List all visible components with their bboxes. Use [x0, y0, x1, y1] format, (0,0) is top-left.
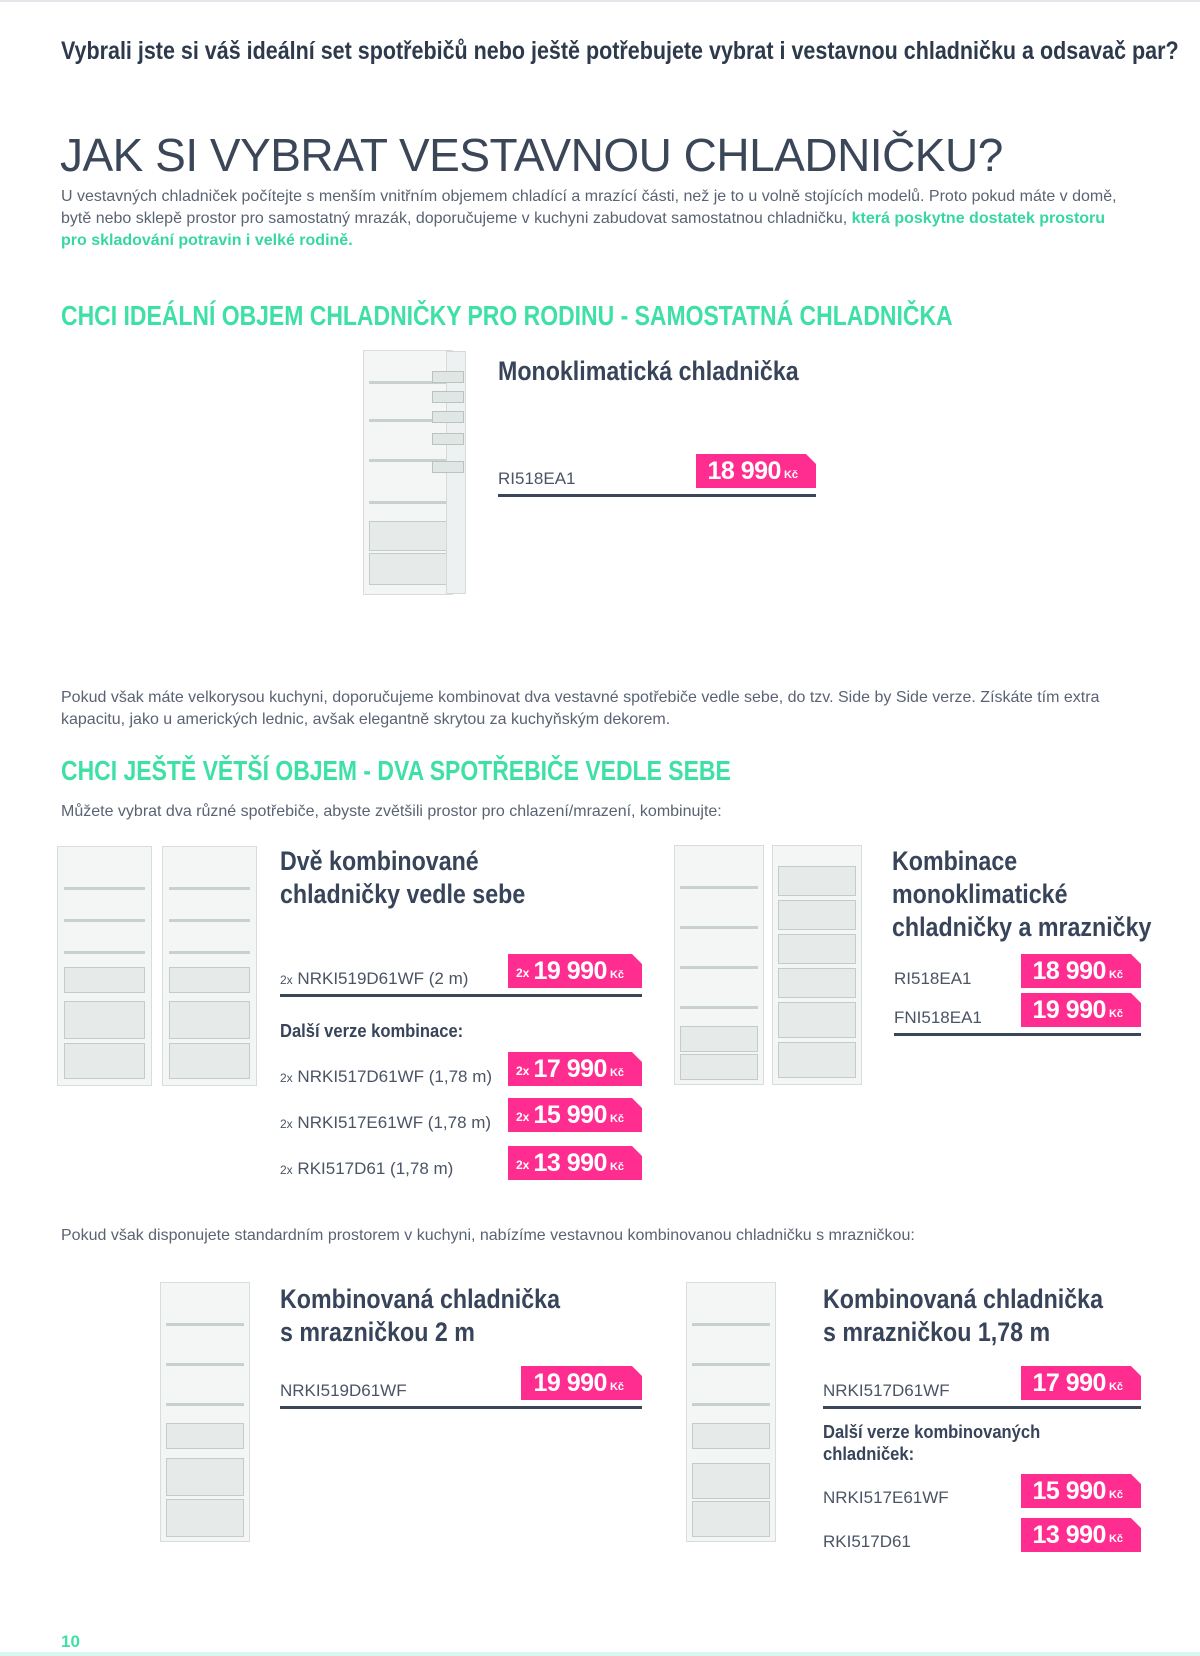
- price-tag: 17 990 Kč: [1021, 1366, 1141, 1400]
- product-title-combi-2m: Kombinovaná chladnička s mrazničkou 2 m: [280, 1284, 561, 1347]
- combi-main-model: 2x NRKI519D61WF (2 m): [280, 969, 469, 988]
- section-subtitle: Můžete vybrat dva různé spotřebiče, abyste zvětšili prostor pro chlazení/mrazení, kombinujte:: [61, 803, 722, 820]
- price-tag: 18 990 Kč: [1021, 954, 1141, 988]
- product-model: RI518EA1: [498, 469, 576, 488]
- product-title-combi-178: Kombinovaná chladnička s mrazničkou 1,78 m: [823, 1284, 1104, 1347]
- item-model: RI518EA1: [894, 969, 972, 988]
- version-model: RKI517D61: [823, 1532, 911, 1551]
- price-tag: 2x 19 990 Kč: [508, 954, 642, 988]
- product-title-mono-freezer: Kombinace monoklimatické chladničky a mrazničky: [892, 846, 1152, 942]
- freezer-image: [772, 845, 862, 1085]
- product-title-mono: Monoklimatická chladnička: [498, 356, 799, 386]
- intro-heading: Vybrali jste si váš ideální set spotřebičů nebo ještě potřebujete vybrat i vestavnou chladničku a odsavač par?: [61, 37, 1179, 65]
- fridge-image-combi-right: [162, 846, 257, 1086]
- more-versions-label: Další verze kombinace:: [280, 1021, 464, 1041]
- fridge-image-nrki519: [160, 1282, 250, 1542]
- divider: [498, 494, 816, 497]
- version-model: 2x NRKI517D61WF (1,78 m): [280, 1067, 493, 1086]
- fridge-image-ri518ea1: [363, 350, 453, 595]
- top-divider: [0, 0, 1200, 2]
- bottom-divider: [0, 1652, 1200, 1656]
- divider: [823, 1406, 1141, 1409]
- section-title-side-by-side: CHCI JEŠTĚ VĚTŠÍ OBJEM - DVA SPOTŘEBIČE VEDLE SEBE: [61, 755, 731, 786]
- version-model: 2x NRKI517E61WF (1,78 m): [280, 1113, 492, 1132]
- divider: [894, 1033, 1141, 1036]
- fridge-image-nrki517: [686, 1282, 776, 1542]
- section-title-standalone: CHCI IDEÁLNÍ OBJEM CHLADNIČKY PRO RODINU - SAMOSTATNÁ CHLADNIČKA: [61, 300, 953, 331]
- more-versions-label: Další verze kombinovaných chladniček:: [823, 1422, 1041, 1464]
- intro-paragraph: U vestavných chladniček počítejte s menším vnitřním objemem chladící a mrazící části, než je to u volně stojících modelů. Proto pokud máte v domě, bytě nebo sklepě prostor pro samostatný mrazák, doporučujeme v kuchyni zabudovat samostatnou chladničku, která poskytne dostatek prostoru pro skladování potravin i velké rodině.: [61, 188, 1117, 249]
- divider: [280, 994, 642, 997]
- item-model: FNI518EA1: [894, 1008, 982, 1027]
- price-tag: 2x 15 990 Kč: [508, 1098, 642, 1132]
- product-title-two-combi: Dvě kombinované chladničky vedle sebe: [280, 846, 526, 909]
- page-number: 10: [61, 1632, 80, 1651]
- fridge-image-combi-left: [57, 846, 152, 1086]
- price-tag: 13 990 Kč: [1021, 1518, 1141, 1552]
- price-tag: 2x 17 990 Kč: [508, 1052, 642, 1086]
- price-tag: 19 990 Kč: [1021, 993, 1141, 1027]
- fridge-image-mono: [674, 845, 764, 1085]
- page-title: JAK SI VYBRAT VESTAVNOU CHLADNIČKU?: [60, 129, 1003, 181]
- product-model: NRKI517D61WF: [823, 1381, 950, 1400]
- version-model: NRKI517E61WF: [823, 1488, 949, 1507]
- standard-paragraph: Pokud však disponujete standardním prostorem v kuchyni, nabízíme vestavnou kombinovanou chladničku s mrazničkou:: [61, 1227, 915, 1244]
- price-tag: 19 990 Kč: [521, 1366, 642, 1400]
- divider: [280, 1406, 642, 1409]
- price-tag: 15 990 Kč: [1021, 1474, 1141, 1508]
- price-tag: 18 990 Kč: [696, 454, 816, 488]
- product-model: NRKI519D61WF: [280, 1381, 407, 1400]
- side-by-side-paragraph: Pokud však máte velkorysou kuchyni, doporučujeme kombinovat dva vestavné spotřebiče vedle sebe, do tzv. Side by Side verze. Získáte tím extra kapacitu, jako u amerických lednic, avšak elegantně skrytou za kuchyňským dekorem.: [61, 689, 1100, 728]
- version-model: 2x RKI517D61 (1,78 m): [280, 1159, 454, 1178]
- price-tag: 2x 13 990 Kč: [508, 1146, 642, 1180]
